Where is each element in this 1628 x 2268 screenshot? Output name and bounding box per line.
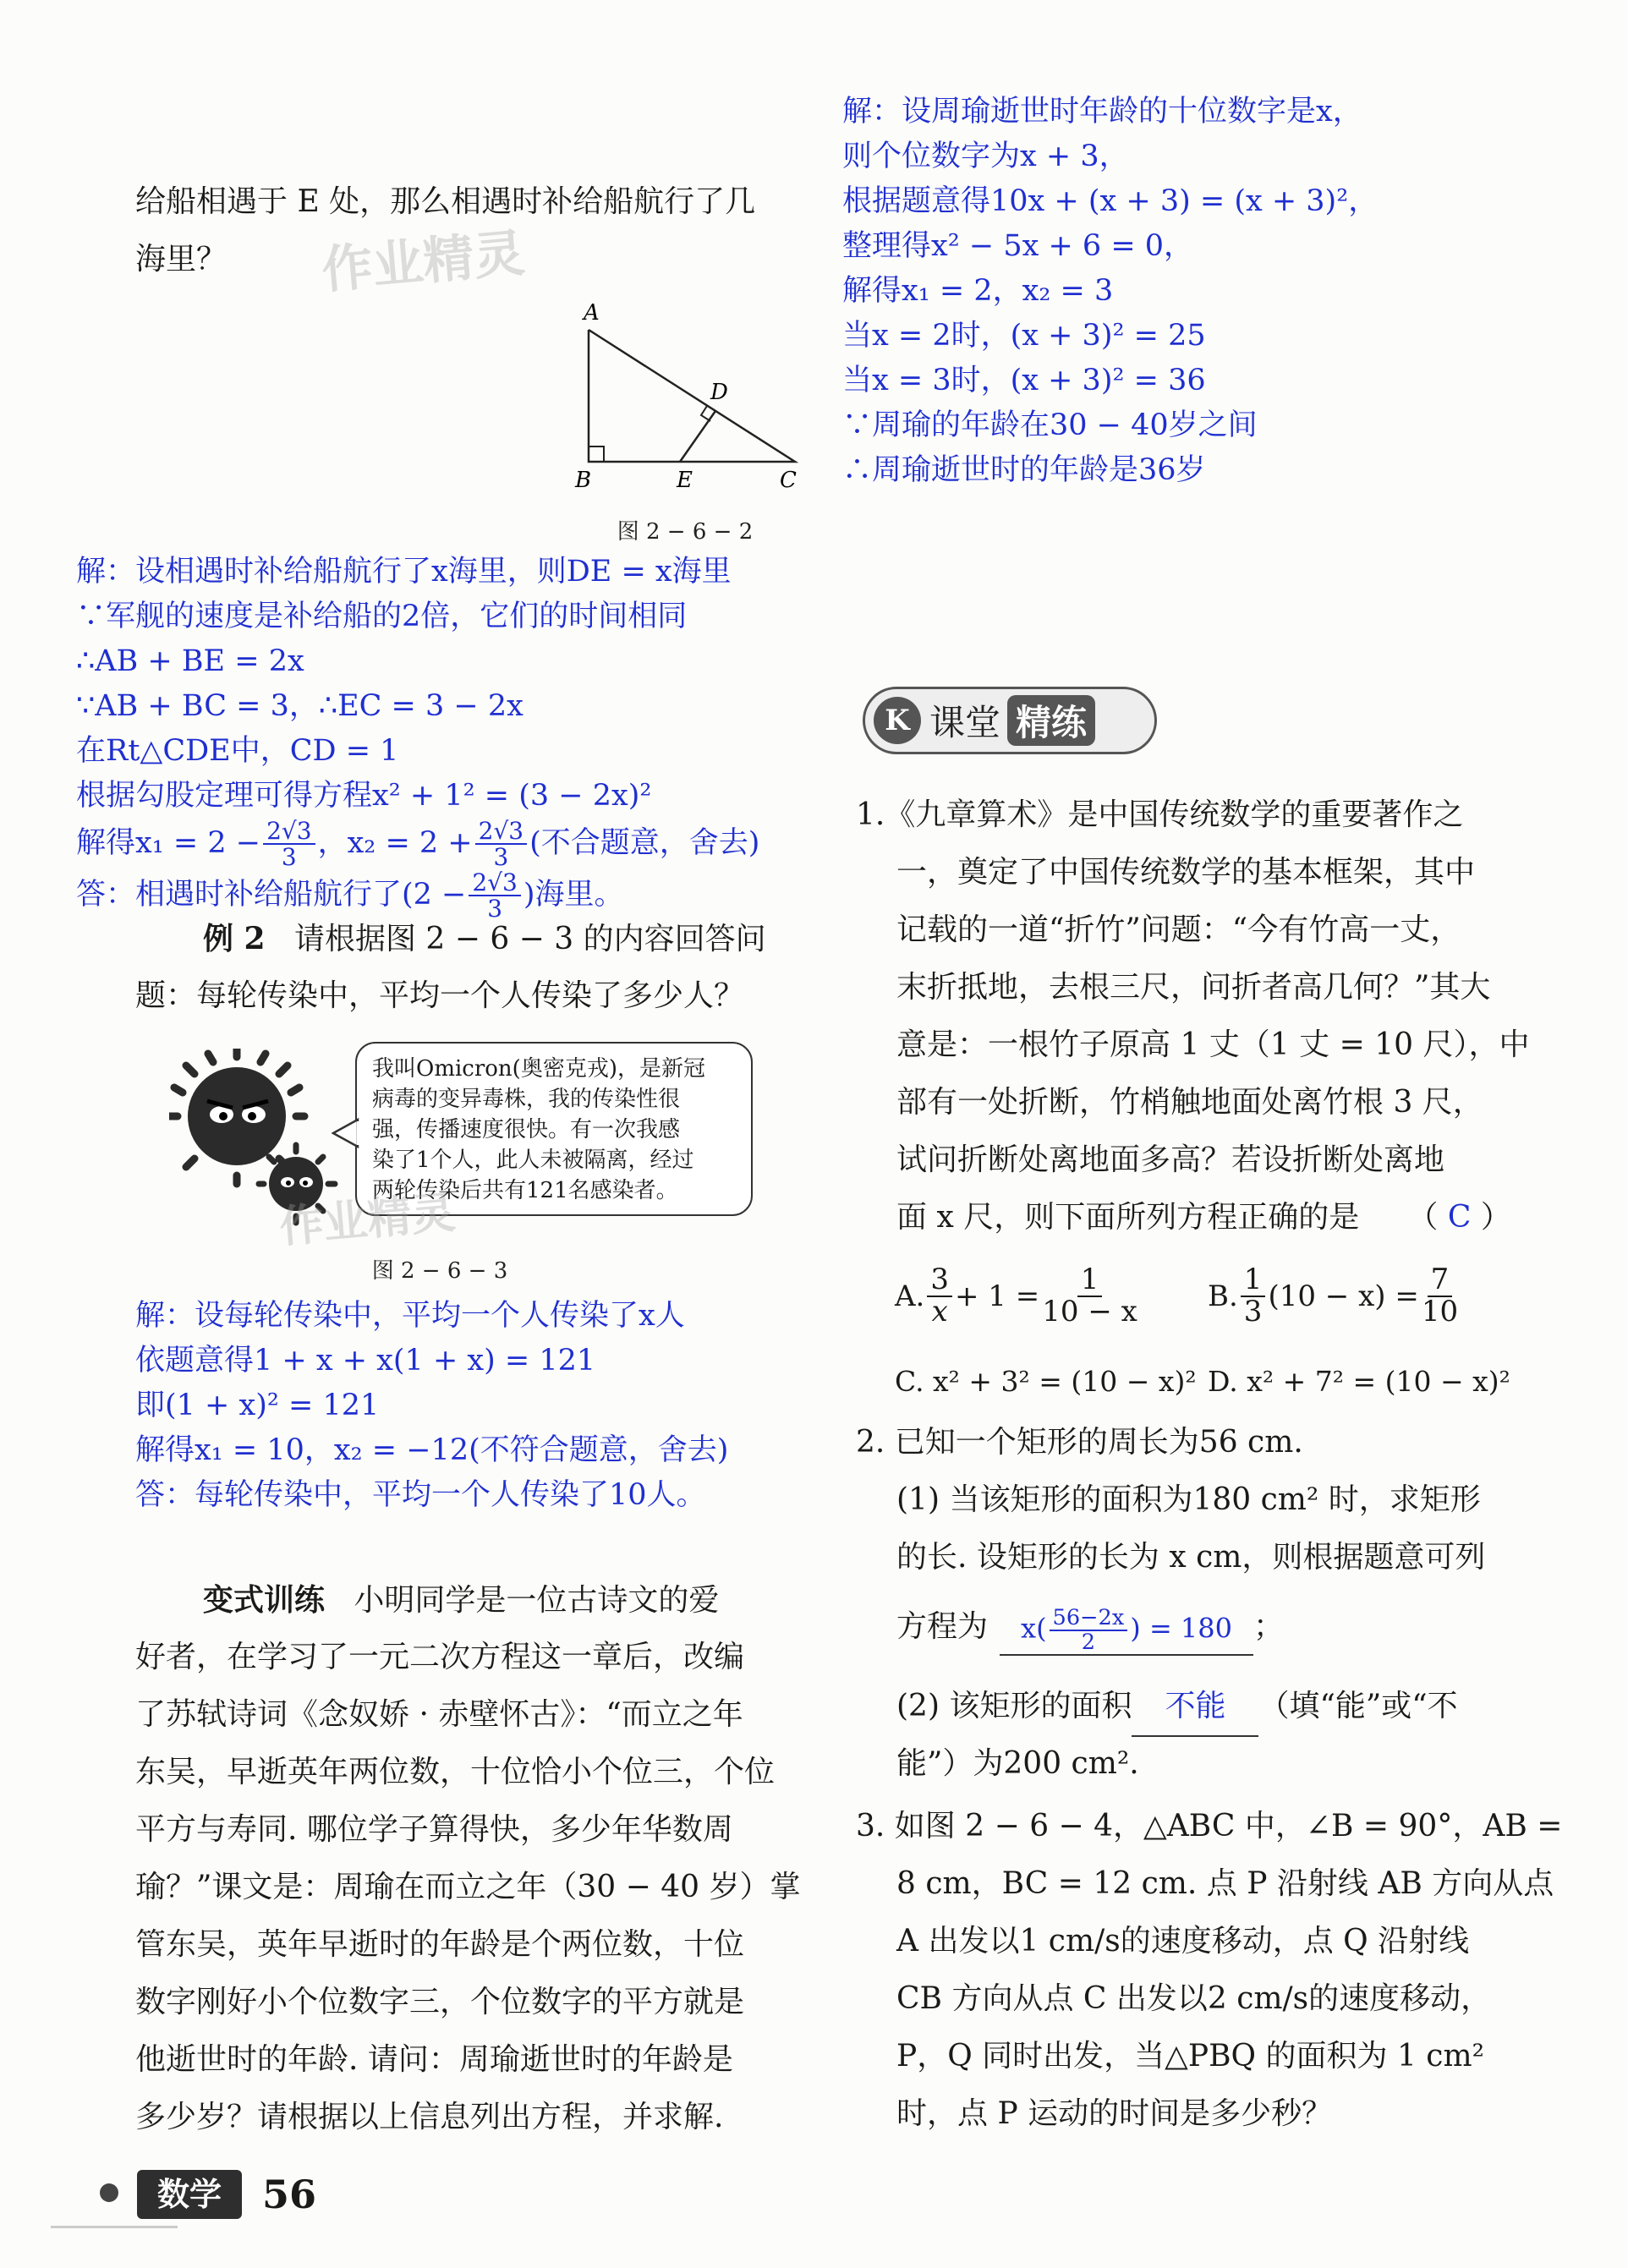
segment-de	[680, 411, 715, 462]
example-2-text: 请根据图 2 − 6 − 3 的内容回答问	[293, 922, 766, 956]
variant-line: 好者，在学习了一元二次方程这一章后，改编	[135, 1640, 745, 1674]
question-1-line: 记载的一道“折竹”问题：“今有竹高一丈，	[896, 912, 1461, 947]
problem-intro-line-1: 给船相遇于 E 处，那么相遇时补给船航行了几	[135, 184, 756, 219]
question-3-line: P，Q 同时出发，当△PBQ 的面积为 1 cm²	[896, 2039, 1485, 2074]
solution-3-line: 当x = 2时，(x + 3)² = 25	[842, 319, 1206, 353]
solution-2-line: 解得x₁ = 10，x₂ = −12(不符合题意，舍去)	[135, 1433, 729, 1467]
watermark-text: 作业精灵	[319, 223, 528, 301]
question-2-line-6: 能”）为200 cm².	[896, 1746, 1139, 1781]
solution-3-line: 根据题意得10x + (x + 3) = (x + 3)²，	[842, 184, 1379, 218]
variant-line: 瑜？”课文是：周瑜在而立之年（30 − 40 岁）掌	[135, 1870, 801, 1904]
solution-2-line: 依题意得1 + x + x(1 + x) = 121	[135, 1344, 596, 1378]
question-3-line: 8 cm，BC = 12 cm. 点 P 沿射线 AB 方向从点	[896, 1866, 1554, 1901]
fraction: $\frac{7}{10}$	[1421, 1263, 1459, 1328]
label-e: E	[677, 468, 693, 493]
footer-subject-badge: 数学	[137, 2170, 242, 2219]
solution-2-line: 解：设每轮传染中，平均一个人传染了x人	[135, 1299, 685, 1333]
example-2-line-1	[203, 910, 766, 968]
question-3-line: 3. 如图 2 − 6 − 4，△ABC 中，∠B = 90°，AB =	[856, 1809, 1563, 1843]
fraction: $\frac{1}{3}$	[1241, 1265, 1266, 1327]
solution-1-line: ∵军舰的速度是补给船的2倍，它们的时间相同	[76, 600, 688, 633]
bubble-line: 两轮传染后共有121名感染者。	[372, 1178, 678, 1203]
solution-3-line: 解：设周瑜逝世时年龄的十位数字是x，	[842, 95, 1362, 129]
watermark-text: 作业精灵	[277, 1187, 458, 1253]
fraction: $\frac{2√3}{3}$	[263, 819, 315, 870]
triangle-figure-2-6-2	[558, 296, 812, 499]
solution-1	[76, 550, 759, 922]
label-d: D	[710, 380, 728, 405]
question-3-line: CB 方向从点 C 出发以2 cm/s的速度移动，	[896, 1981, 1492, 2016]
roots-text-c: (不合题意，舍去)	[529, 825, 760, 860]
question-1-line: 末折抵地，去根三尺，问折者高几何？”其大	[896, 970, 1491, 1005]
bubble-line: 染了1个人，此人未被隔离，经过	[372, 1148, 694, 1173]
figure-caption-2-6-2: 图 2 − 6 − 2	[617, 519, 754, 545]
banner-title-1: 课堂	[929, 702, 1001, 743]
solution-3-line: ∵周瑜的年龄在30 − 40岁之间	[842, 408, 1258, 442]
question-3	[856, 1798, 1562, 2143]
footer-rule	[51, 2226, 178, 2228]
question-2-line-2: (1) 当该矩形的面积为180 cm² 时，求矩形	[896, 1482, 1481, 1517]
banner-k-icon: K	[874, 697, 921, 744]
page-number: 56	[262, 2172, 317, 2217]
option-b	[1208, 1265, 1461, 1327]
bubble-line: 强，传播速度很快。有一次我感	[372, 1117, 681, 1142]
solution-1-line: ∴AB + BE = 2x	[76, 644, 304, 678]
option-a-label: A.	[895, 1279, 925, 1313]
roots-text-a: 解得x₁ = 2 −	[76, 825, 261, 860]
solution-2	[135, 1294, 728, 1518]
bubble-line: 我叫Omicron(奥密克戎)，是新冠	[372, 1056, 705, 1082]
question-1-line: 1.《九章算术》是中国传统数学的重要著作之	[856, 797, 1464, 832]
problem-intro-line-2: 海里？	[135, 242, 227, 277]
option-b-label: B.	[1208, 1279, 1238, 1313]
answer-text-a: 答：相遇时补给船航行了(2 −	[76, 877, 467, 912]
label-b: B	[575, 468, 592, 493]
variant-label: 变式训练	[203, 1582, 326, 1618]
equation-answer-blank: x( $\frac{56-2x}{2}$ ) = 180	[1000, 1607, 1253, 1656]
solution-2-line: 即(1 + x)² = 121	[135, 1389, 380, 1422]
question-1-last-text: 面 x 尺，则下面所列方程正确的是	[896, 1200, 1360, 1235]
variant-body	[135, 1629, 801, 2146]
example-2-line-2: 题：每轮传染中，平均一个人传染了多少人？	[135, 978, 745, 1013]
variant-line: 多少岁？请根据以上信息列出方程，并求解.	[135, 2100, 724, 2134]
question-1-line: 面 x 尺，则下面所列方程正确的是 （ C ）	[896, 1200, 1511, 1235]
solution-3-line: 整理得x² − 5x + 6 = 0，	[842, 229, 1194, 263]
banner-title-2: 精练	[1007, 695, 1095, 746]
answer-text-b: )海里。	[523, 877, 624, 912]
fraction: $\frac{56-2x}{2}$	[1050, 1607, 1128, 1654]
label-a: A	[584, 300, 600, 326]
solution-3	[842, 90, 1378, 493]
variant-line: 了苏轼诗词《念奴娇 · 赤壁怀古》：“而立之年	[135, 1697, 743, 1732]
variant-text: 小明同学是一位古诗文的爱	[354, 1583, 720, 1618]
solution-1-line: 解：设相遇时补给船航行了x海里，则DE = x海里	[76, 555, 732, 589]
question-1-line: 意是：一根竹子原高 1 丈（1 丈 = 10 尺），中	[896, 1027, 1530, 1062]
bubble-line: 病毒的变异毒株，我的传染性很	[372, 1087, 681, 1112]
footer-dot-icon	[100, 2183, 118, 2202]
solution-1-line: 在Rt△CDE中，CD = 1	[76, 734, 399, 768]
variant-line-1	[203, 1571, 719, 1630]
question-2-part2-hint: （填“能”或“不	[1258, 1689, 1458, 1723]
triangle-abc	[589, 330, 795, 462]
question-2-equation-label: 方程为	[896, 1609, 989, 1644]
question-1-line: 一，奠定了中国传统数学的基本框架，其中	[896, 855, 1476, 890]
fraction: $\frac{1}{10 - x}$	[1042, 1263, 1137, 1328]
variant-line: 数字刚好小个位数字三，个位数字的平方就是	[135, 1985, 745, 2019]
option-a-mid: + 1 =	[955, 1279, 1040, 1313]
option-b-mid: (10 − x) =	[1268, 1279, 1419, 1313]
solution-3-line: 解得x₁ = 2，x₂ = 3	[842, 274, 1114, 308]
roots-text-b: ，x₂ = 2 +	[317, 825, 473, 860]
example-label: 例 2	[203, 921, 266, 956]
question-2-line-3: 的长. 设矩形的长为 x cm，则根据题意可列	[896, 1540, 1486, 1575]
option-a	[895, 1265, 1140, 1327]
fraction: $\frac{3}{x}$	[927, 1265, 952, 1327]
right-angle-mark-b	[589, 446, 604, 462]
option-c: C. x² + 3² = (10 − x)²	[895, 1365, 1197, 1398]
solution-3-line: ∴周瑜逝世时的年龄是36岁	[842, 453, 1206, 487]
question-1-answer: C	[1447, 1200, 1472, 1235]
solution-3-line: 则个位数字为x + 3，	[842, 140, 1129, 173]
solution-1-line: ∵AB + BC = 3，∴EC = 3 − 2x	[76, 689, 523, 723]
option-d: D. x² + 7² = (10 − x)²	[1208, 1365, 1510, 1398]
label-c: C	[780, 468, 797, 493]
question-2-semicolon: ；	[1253, 1609, 1285, 1644]
section-banner	[863, 687, 1157, 754]
question-2-line-5	[896, 1678, 1458, 1737]
question-1-line: 部有一处折断，竹梢触地面处离竹根 3 尺，	[896, 1085, 1483, 1120]
variant-line: 他逝世时的年龄. 请问：周瑜逝世时的年龄是	[135, 2042, 733, 2077]
question-2-line-4	[896, 1598, 1284, 1656]
fraction: $\frac{2√3}{3}$	[475, 819, 527, 870]
question-1-line: 试问折断处离地面多高？若设折断处离地	[896, 1142, 1445, 1177]
solution-2-line: 答：每轮传染中，平均一个人传染了10人。	[135, 1478, 706, 1512]
variant-line: 东吴，早逝英年两位数，十位恰小个位三，个位	[135, 1755, 776, 1789]
bubble-tail	[332, 1116, 360, 1150]
variant-line: 平方与寿同. 哪位学子算得快，多少年华数周	[135, 1812, 733, 1847]
question-2-part2-text: (2) 该矩形的面积	[896, 1689, 1132, 1723]
can-or-cannot-blank: 不能	[1132, 1678, 1258, 1737]
question-3-line: A 出发以1 cm/s的速度移动，点 Q 沿射线	[896, 1924, 1470, 1958]
solution-1-line-roots	[76, 819, 759, 870]
question-3-line: 时，点 P 运动的时间是多少秒？	[896, 2096, 1333, 2131]
question-2-line-1: 2. 已知一个矩形的周长为56 cm.	[856, 1425, 1303, 1460]
question-1	[856, 786, 1529, 1246]
figure-caption-2-6-3: 图 2 − 6 − 3	[371, 1258, 508, 1284]
variant-line: 管东吴，英年早逝时的年龄是个两位数，十位	[135, 1927, 745, 1962]
solution-1-line: 根据勾股定理可得方程x² + 1² = (3 − 2x)²	[76, 779, 652, 813]
fraction: $\frac{2√3}{3}$	[469, 870, 520, 922]
solution-3-line: 当x = 3时，(x + 3)² = 36	[842, 364, 1206, 397]
